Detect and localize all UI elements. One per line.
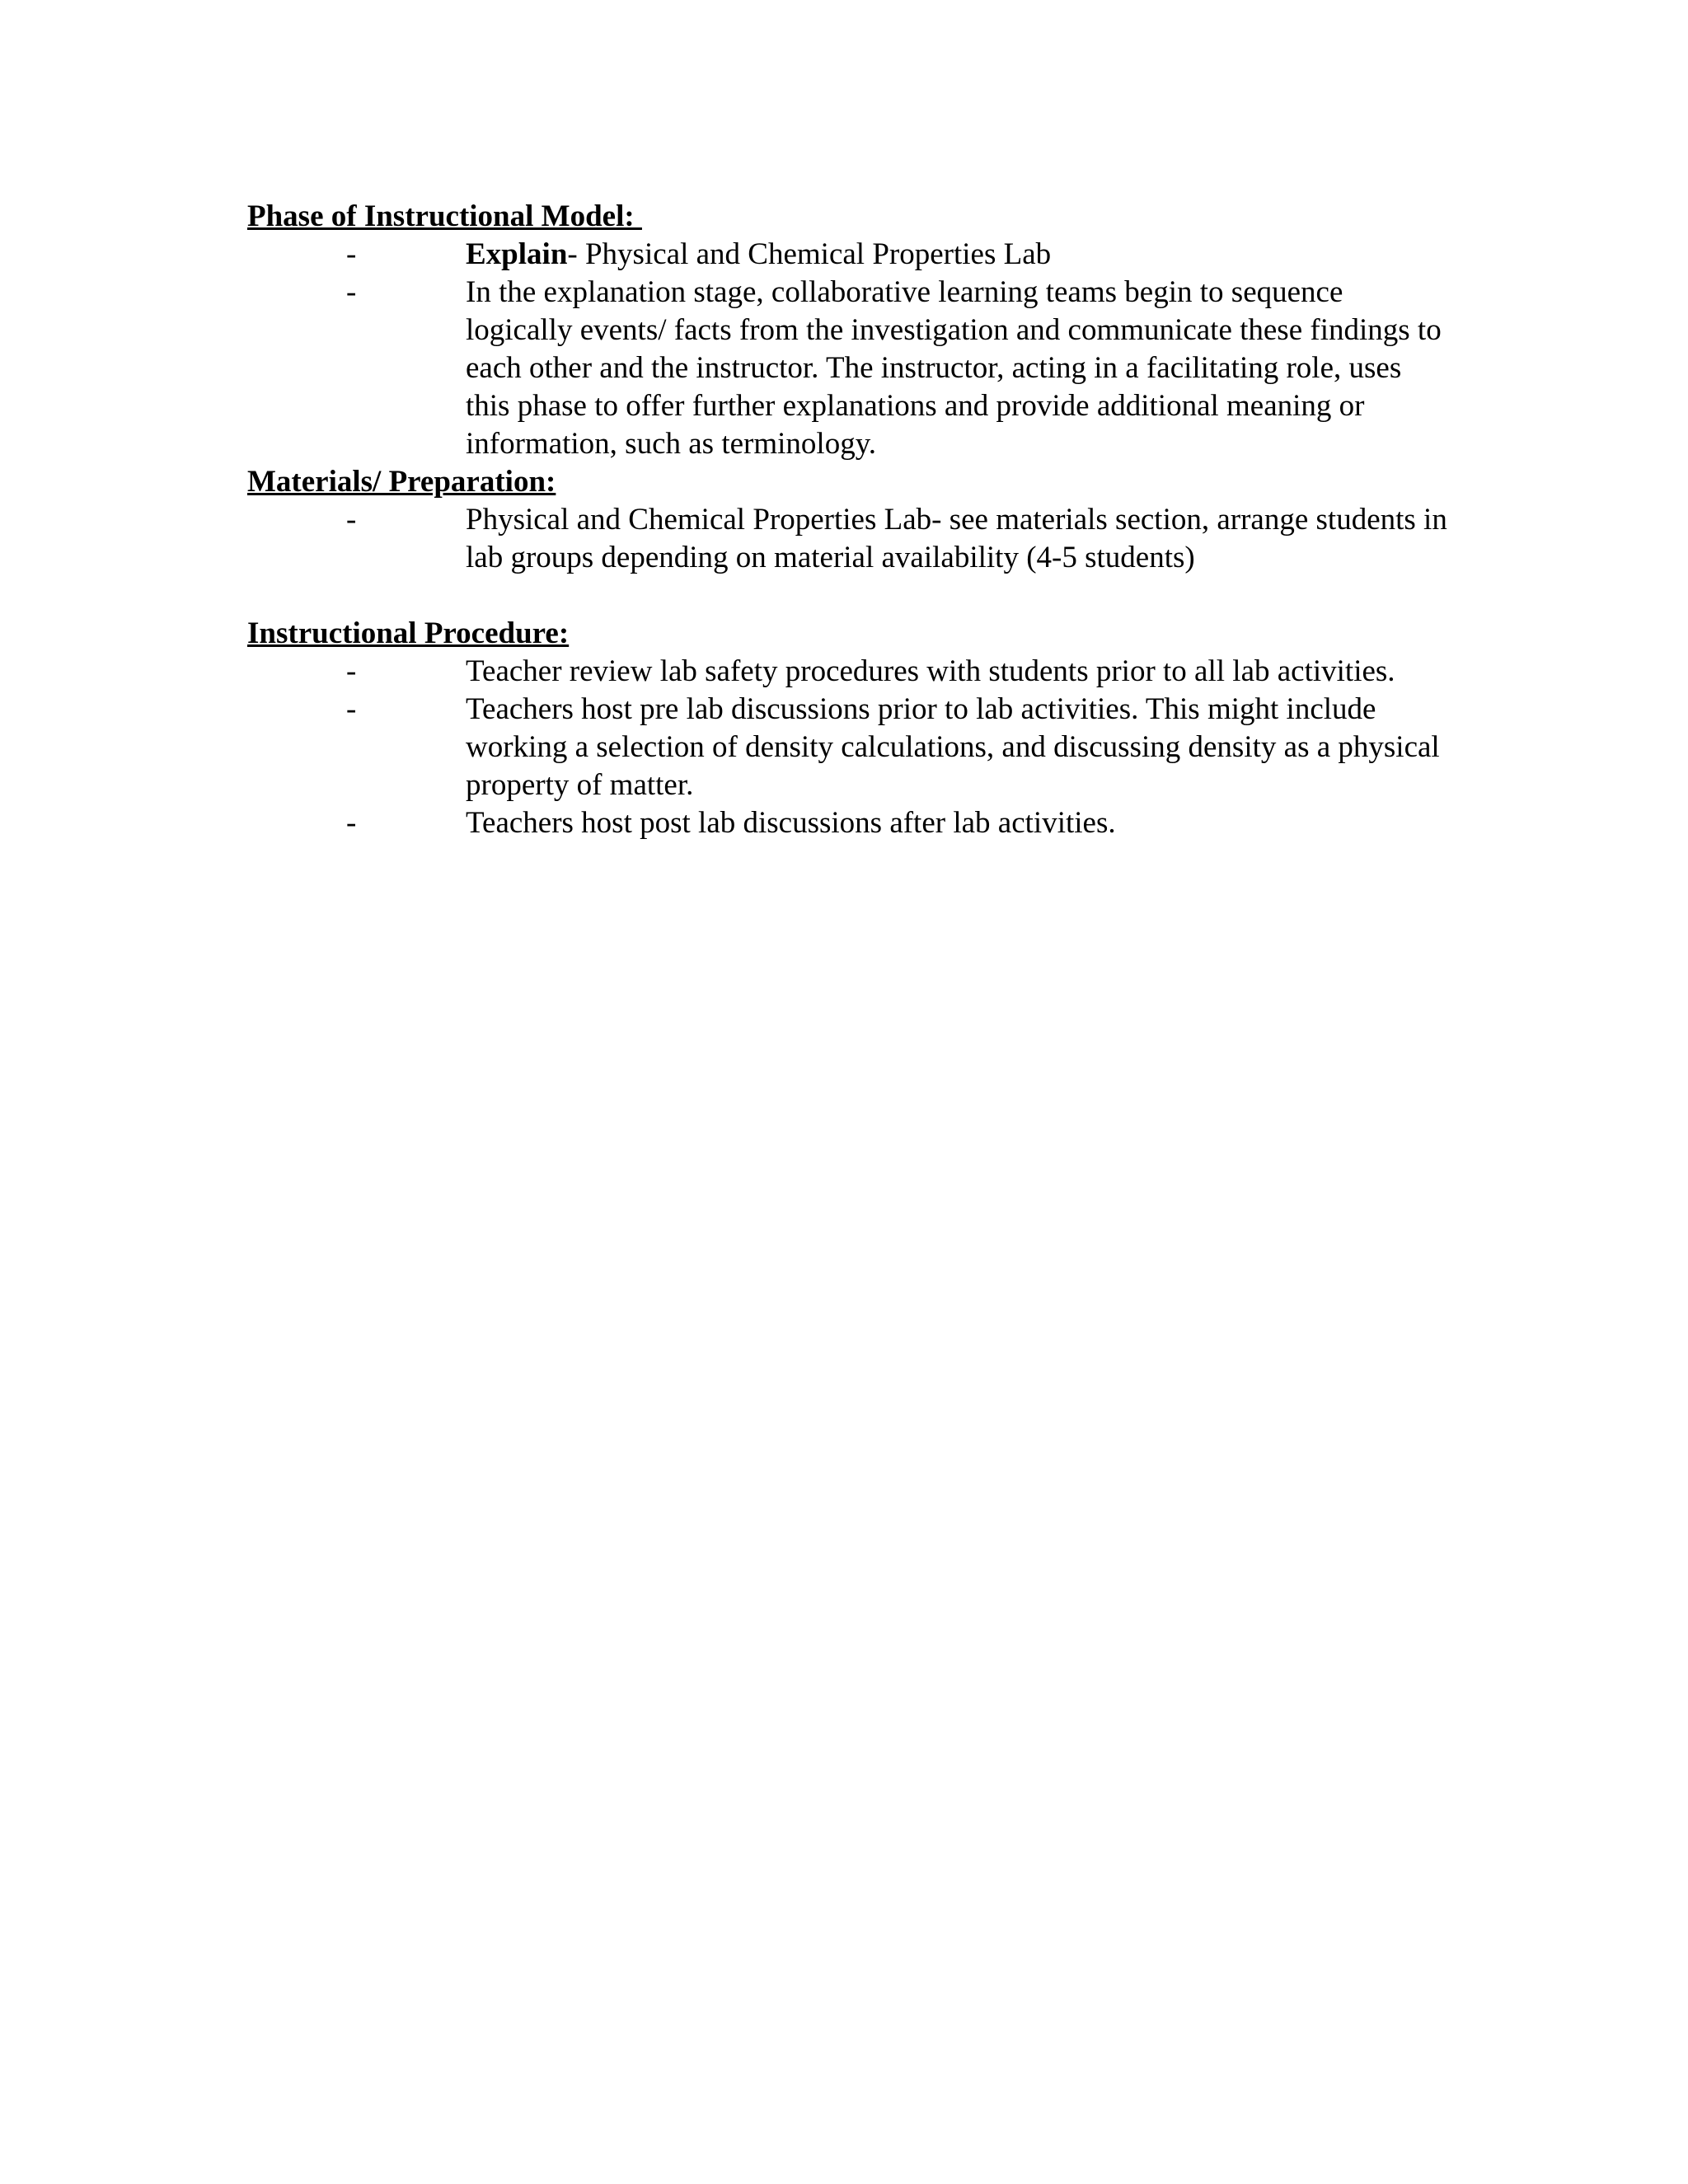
list-item (247, 274, 1451, 463)
blank-line (247, 577, 1451, 615)
list-item (247, 653, 1451, 691)
list-item (247, 804, 1451, 842)
section-heading-materials: Materials/ Preparation: (247, 465, 556, 499)
bullet-dash: - (346, 654, 357, 688)
list-item-text: Teachers host pre lab discussions prior to lab activities. This might include working a selection of density calculations, and discussing density as a physical property of matter. (466, 692, 1440, 802)
list-item-text: Physical and Chemical Properties Lab- see materials section, arrange students in lab groups depending on material availability (4-5 students) (466, 503, 1447, 574)
list-item (247, 236, 1451, 274)
bullet-dash: - (346, 806, 357, 840)
list-item (247, 501, 1451, 577)
section-heading-procedure: Instructional Procedure: (247, 616, 570, 650)
bullet-dash: - (346, 275, 357, 309)
bullet-dash: - (346, 503, 357, 537)
bullet-dash: - (346, 692, 357, 726)
list-item (247, 691, 1451, 804)
list-item-text: In the explanation stage, collaborative learning teams begin to sequence logically events/ facts from the investigation and communicate these findings to each other and the instructor. The instructor, acting in a facilitating role, uses this phase to offer further explanations and provide additional meaning or information, such as terminology. (466, 275, 1442, 461)
section-heading-phase: Phase of Instructional Model: (247, 199, 642, 233)
document-body (247, 198, 1451, 842)
phase-activity: - Physical and Chemical Properties Lab (567, 237, 1052, 271)
phase-name: Explain (466, 237, 568, 271)
list-item-text: Teachers host post lab discussions after lab activities. (466, 806, 1116, 840)
list-item-text: Teacher review lab safety procedures with students prior to all lab activities. (466, 654, 1395, 688)
bullet-dash: - (346, 237, 357, 271)
